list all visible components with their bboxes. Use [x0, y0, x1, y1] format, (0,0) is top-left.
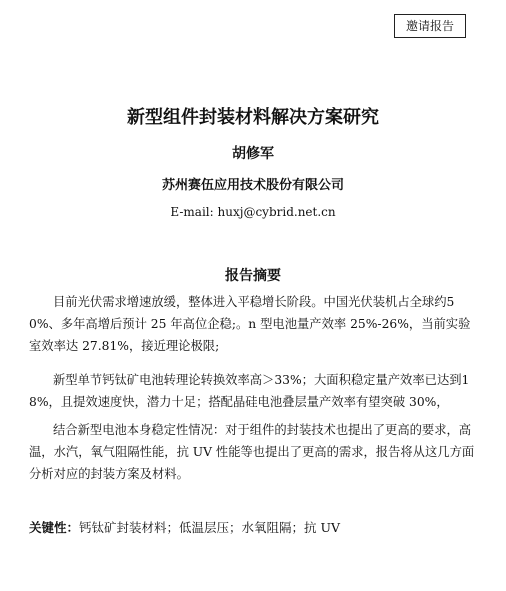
- invite-report-tag: 邀请报告: [394, 14, 466, 38]
- keywords-text: 钙钛矿封装材料；低温层压；水氧阻隔；抗 UV: [79, 520, 341, 535]
- author-affiliation: 苏州赛伍应用技术股份有限公司: [161, 178, 344, 193]
- keywords-line: [29, 519, 340, 537]
- author-email: E-mail: huxj@cybrid.net.cn: [170, 205, 336, 219]
- keywords-label: 关键性：: [29, 520, 80, 535]
- abstract-paragraph: 目前光伏需求增速放缓，整体进入平稳增长阶段。中国光伏装机占全球约50%、多年高增后预计 25 年高位企稳;。n 型电池量产效率 25%-26%，当前实验室效率达 27.81%，接近理论极限;: [29, 295, 471, 353]
- abstract-paragraph: 新型单节钙钛矿电池转理论转换效率高＞33%；大面积稳定量产效率已达到18%，且提效速度快，潜力十足；搭配晶硅电池叠层量产效率有望突破 30%，: [29, 373, 470, 409]
- author-name: 胡修军: [232, 146, 274, 162]
- abstract-paragraph: 结合新型电池本身稳定性情况：对于组件的封装技术也提出了更高的要求，高温，水汽，氧气阻隔性能，抗 UV 性能等也提出了更高的需求，报告将从这几方面分析对应的封装方案及材料。: [29, 423, 475, 481]
- abstract-heading: 报告摘要: [225, 268, 281, 284]
- paper-title: 新型组件封装材料解决方案研究: [127, 107, 379, 128]
